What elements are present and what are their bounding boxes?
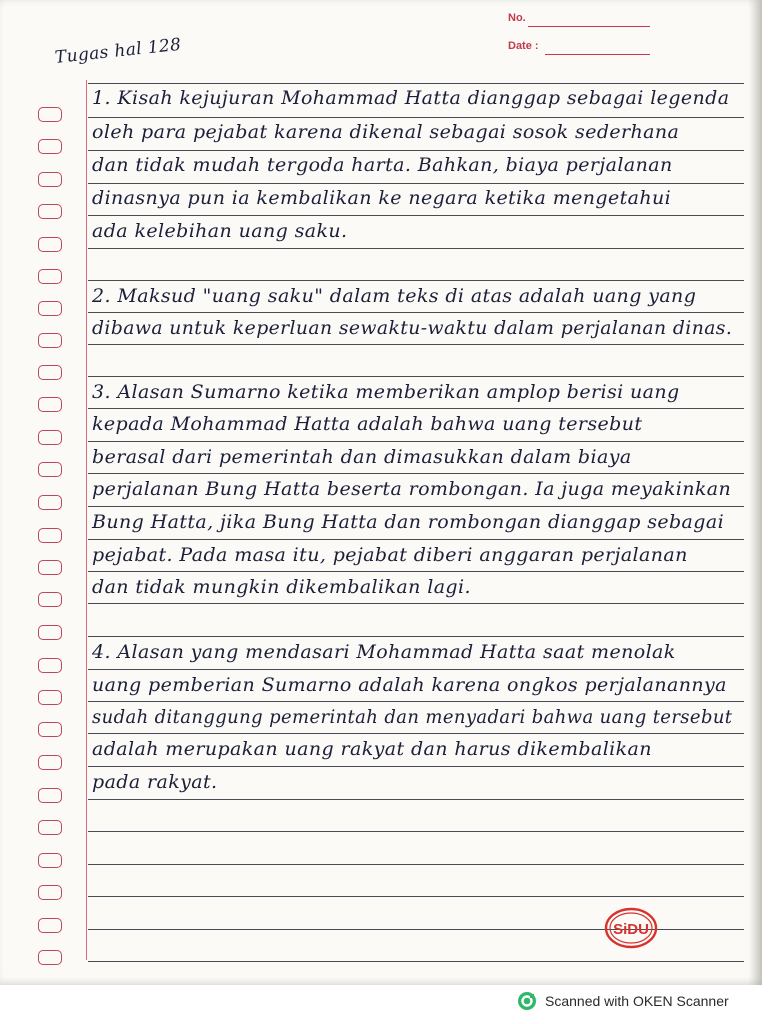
ruled-line [88, 799, 744, 800]
text-line: pada rakyat. [92, 771, 218, 793]
ruled-line [88, 636, 744, 637]
text-line: oleh para pejabat karena dikenal sebagai sosok sederhana [92, 121, 680, 143]
logo-text: SiDU [613, 921, 649, 938]
margin-checkbox [38, 237, 62, 252]
margin-checkbox [38, 269, 62, 284]
ruled-line [88, 83, 744, 84]
ruled-line [88, 312, 744, 313]
ruled-line [88, 117, 744, 118]
ruled-line [88, 506, 744, 507]
margin-checkbox [38, 690, 62, 705]
ruled-line [88, 248, 744, 249]
ruled-line [88, 344, 744, 345]
margin-checkbox [38, 918, 62, 933]
text-line: 4. Alasan yang mendasari Mohammad Hatta saat menolak [92, 641, 676, 663]
oken-scanner-icon [517, 991, 537, 1011]
ruled-line [88, 183, 744, 184]
ruled-line [88, 376, 744, 377]
margin-checkbox [38, 885, 62, 900]
margin-checkbox [38, 430, 62, 445]
margin-checkbox [38, 820, 62, 835]
text-line: 1. Kisah kejujuran Mohammad Hatta dianggap sebagai legenda [92, 87, 730, 109]
margin-checkbox [38, 755, 62, 770]
no-line [528, 26, 650, 27]
margin-checkbox [38, 592, 62, 607]
ruled-line [88, 733, 744, 734]
margin-checkbox [38, 301, 62, 316]
ruled-line [88, 473, 744, 474]
text-line: 3. Alasan Sumarno ketika memberikan amplop berisi uang [92, 381, 680, 403]
margin-checkbox [38, 365, 62, 380]
text-line: kepada Mohammad Hatta adalah bahwa uang tersebut [92, 413, 643, 435]
margin-checkbox [38, 139, 62, 154]
text-line: berasal dari pemerintah dan dimasukkan dalam biaya [92, 446, 632, 468]
text-line: dibawa untuk keperluan sewaktu-waktu dalam perjalanan dinas. [92, 317, 733, 339]
margin-checkbox [38, 560, 62, 575]
margin-checkbox [38, 722, 62, 737]
margin-checkbox [38, 625, 62, 640]
text-line: 2. Maksud "uang saku" dalam teks di atas adalah uang yang [92, 285, 697, 307]
margin-checkbox [38, 107, 62, 122]
text-line: ada kelebihan uang saku. [92, 220, 348, 242]
ruled-line [88, 864, 744, 865]
date-label: Date : [508, 40, 539, 52]
ruled-line [88, 150, 744, 151]
margin-checkbox [38, 495, 62, 510]
ruled-line [88, 701, 744, 702]
ruled-line [88, 669, 744, 670]
margin-checkbox [38, 788, 62, 803]
sidu-logo [603, 906, 659, 950]
text-line: dinasnya pun ia kembalikan ke negara ketika mengetahui [92, 187, 672, 209]
margin-checkbox [38, 172, 62, 187]
ruled-line [88, 571, 744, 572]
text-line: pejabat. Pada masa itu, pejabat diberi anggaran perjalanan [92, 544, 688, 566]
scanner-watermark [517, 990, 729, 1012]
ruled-line [88, 961, 744, 962]
scanner-text: Scanned with OKEN Scanner [545, 993, 729, 1009]
margin-checkbox [38, 658, 62, 673]
text-line: dan tidak mudah tergoda harta. Bahkan, biaya perjalanan [92, 154, 673, 176]
ruled-line [88, 441, 744, 442]
ruled-line [88, 215, 744, 216]
ruled-line [88, 408, 744, 409]
margin-checkbox [38, 853, 62, 868]
ruled-line [88, 766, 744, 767]
text-line: dan tidak mungkin dikembalikan lagi. [92, 576, 471, 598]
margin-checkbox [38, 397, 62, 412]
no-label: No. [508, 12, 526, 24]
ruled-line [88, 896, 744, 897]
date-line [545, 54, 650, 55]
assignment-title: Tugas hal 128 [53, 34, 183, 68]
margin-checkbox [38, 333, 62, 348]
text-line: uang pemberian Sumarno adalah karena ongkos perjalanannya [92, 674, 727, 696]
ruled-line [88, 539, 744, 540]
ruled-line [88, 280, 744, 281]
text-line: adalah merupakan uang rakyat dan harus dikembalikan [92, 738, 652, 760]
text-line: perjalanan Bung Hatta beserta rombongan. Ia juga meyakinkan [92, 478, 732, 500]
margin-checkbox [38, 462, 62, 477]
text-line: sudah ditanggung pemerintah dan menyadari bahwa uang tersebut [92, 706, 733, 728]
ruled-line [88, 603, 744, 604]
margin-line [86, 80, 87, 960]
margin-checkbox [38, 528, 62, 543]
text-line: Bung Hatta, jika Bung Hatta dan rombongan dianggap sebagai [92, 511, 725, 533]
ruled-line [88, 831, 744, 832]
margin-checkbox [38, 950, 62, 965]
margin-checkbox [38, 204, 62, 219]
